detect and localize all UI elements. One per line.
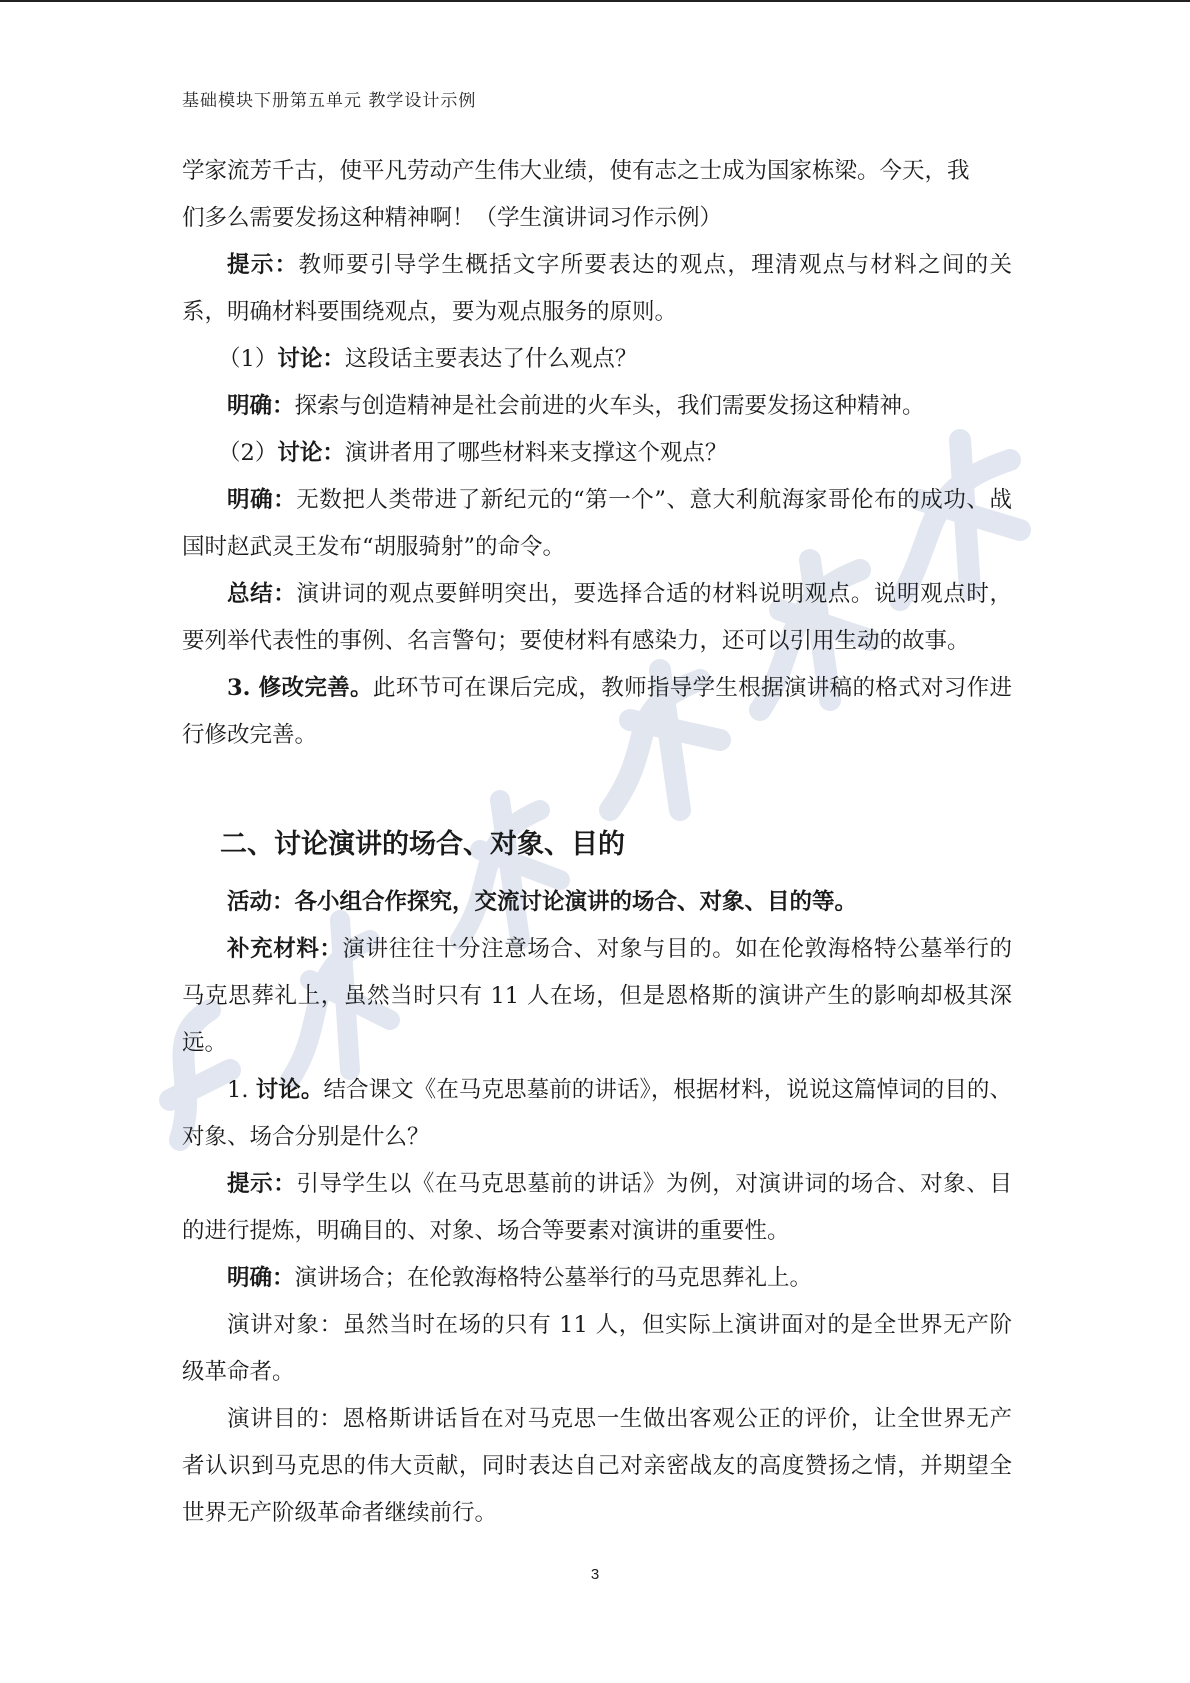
question-1 xyxy=(182,336,1012,383)
tip-text: 教师要引导学生概括文字所要表达的观点，理清观点与材料之间的关系，明确材料要围绕观点，要为观点服务的原则。 xyxy=(182,252,1012,325)
discussion-1 xyxy=(182,1067,1012,1161)
tip-paragraph-2 xyxy=(182,1161,1012,1255)
discussion-label: 讨论。 xyxy=(255,1077,324,1103)
question-number: （1） xyxy=(218,346,278,372)
discussion-text: 结合课文《在马克思墓前的讲话》，根据材料，说说这篇悼词的目的、对象、场合分别是什么？ xyxy=(182,1077,1012,1150)
answer-text: 无数把人类带进了新纪元的“第一个”、意大利航海家哥伦布的成功、战国时赵武灵王发布“胡服骑射”的命令。 xyxy=(182,487,1012,560)
page-content xyxy=(182,148,1012,1537)
tip-label: 提示： xyxy=(227,252,299,278)
step-3-label: 3. 修改完善。 xyxy=(227,675,373,701)
intro-line-2: 们多么需要发扬这种精神啊！（学生演讲词习作示例） xyxy=(182,205,723,231)
question-2 xyxy=(182,430,1012,477)
question-number: （2） xyxy=(218,440,278,466)
speech-purpose: 演讲目的：恩格斯讲话旨在对马克思一生做出客观公正的评价，让全世界无产者认识到马克思的伟大贡献，同时表达自己对亲密战友的高度赞扬之情，并期望全世界无产阶级革命者继续前行。 xyxy=(182,1406,1012,1526)
material-text: 演讲往往十分注意场合、对象与目的。如在伦敦海格特公墓举行的马克思葬礼上，虽然当时只有 11 人在场，但是恩格斯的演讲产生的影响却极其深远。 xyxy=(182,936,1012,1056)
answer-text: 演讲场合；在伦敦海格特公墓举行的马克思葬礼上。 xyxy=(294,1265,813,1291)
answer-label: 明确： xyxy=(227,487,297,513)
activity-paragraph: 活动：各小组合作探究，交流讨论演讲的场合、对象、目的等。 xyxy=(227,889,858,915)
material-label: 补充材料： xyxy=(227,936,343,962)
tip-label: 提示： xyxy=(227,1171,297,1197)
answer-label: 明确： xyxy=(227,1265,295,1291)
step-3-paragraph xyxy=(182,665,1012,759)
tip-text: 引导学生以《在马克思墓前的讲话》为例，对演讲词的场合、对象、目的进行提炼，明确目的、对象、场合等要素对演讲的重要性。 xyxy=(182,1171,1012,1244)
summary-paragraph xyxy=(182,571,1012,665)
intro-line-1: 学家流芳千古，使平凡劳动产生伟大业绩，使有志之士成为国家栋梁。今天，我 xyxy=(182,158,970,184)
answer-1 xyxy=(182,383,1012,430)
question-label: 讨论： xyxy=(277,440,345,466)
tip-paragraph-1 xyxy=(182,242,1012,336)
question-text: 演讲者用了哪些材料来支撑这个观点？ xyxy=(344,440,728,466)
answer-text: 探索与创造精神是社会前进的火车头，我们需要发扬这种精神。 xyxy=(294,393,925,419)
top-border-line xyxy=(0,0,1190,2)
question-label: 讨论： xyxy=(277,346,345,372)
discussion-number: 1. xyxy=(227,1077,256,1103)
page-number: 3 xyxy=(590,1566,600,1583)
summary-label: 总结： xyxy=(227,581,297,607)
answer-2 xyxy=(182,477,1012,571)
supplementary-material xyxy=(182,926,1012,1067)
answer-3 xyxy=(182,1255,1012,1302)
question-text: 这段话主要表达了什么观点？ xyxy=(344,346,638,372)
running-header: 基础模块下册第五单元 教学设计示例 xyxy=(182,91,477,111)
section-2-heading: 二、讨论演讲的场合、对象、目的 xyxy=(220,829,625,860)
answer-label: 明确： xyxy=(227,393,295,419)
speech-audience: 演讲对象：虽然当时在场的只有 11 人，但实际上演讲面对的是全世界无产阶级革命者。 xyxy=(182,1312,1012,1385)
step-3-text: 此环节可在课后完成，教师指导学生根据演讲稿的格式对习作进行修改完善。 xyxy=(182,675,1012,748)
summary-text: 演讲词的观点要鲜明突出，要选择合适的材料说明观点。说明观点时，要列举代表性的事例、名言警句；要使材料有感染力，还可以引用生动的故事。 xyxy=(182,581,1012,654)
